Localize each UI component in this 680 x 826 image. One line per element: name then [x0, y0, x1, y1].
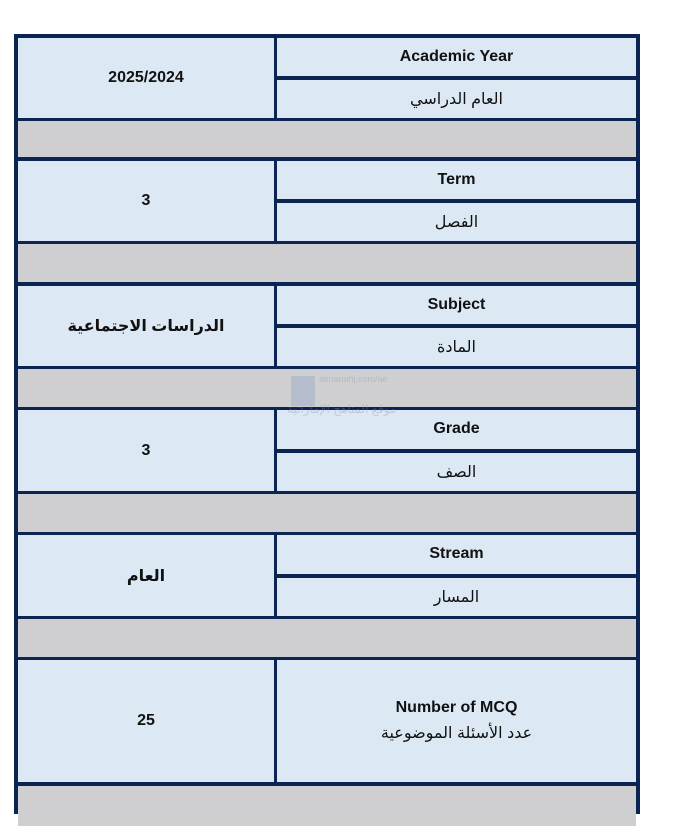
stream-label-en: Stream [277, 535, 636, 574]
term-label-en: Term [277, 161, 636, 199]
exam-info-table [14, 34, 640, 814]
separator-row [18, 786, 636, 826]
grade-value: 3 [18, 410, 274, 491]
grade-label-en: Grade [277, 410, 636, 449]
mcq-label-ar: عدد الأسئلة الموضوعية [380, 725, 533, 742]
watermark-text: موقع المناهج الإماراتية [287, 402, 397, 416]
academic-year-value: 2025/2024 [18, 38, 274, 118]
subject-label-en: Subject [277, 286, 636, 324]
row-term [18, 161, 636, 241]
row-grade [18, 410, 636, 491]
separator-row [18, 494, 636, 532]
separator-row [18, 369, 636, 407]
grade-label-ar: الصف [277, 453, 636, 492]
separator-row [18, 244, 636, 282]
row-subject [18, 286, 636, 366]
stream-label-ar: المسار [277, 578, 636, 617]
mcq-value: 25 [18, 660, 274, 782]
academic-year-label-en: Academic Year [277, 38, 636, 76]
mcq-label-en: Number of MCQ [395, 699, 518, 716]
separator-row [18, 121, 636, 157]
row-stream [18, 535, 636, 616]
term-value: 3 [18, 161, 274, 241]
subject-value: الدراسات الاجتماعية [18, 286, 274, 366]
row-mcq [18, 660, 636, 782]
mcq-label [277, 660, 636, 782]
row-academic-year [18, 38, 636, 118]
stream-value: العام [18, 535, 274, 616]
separator-row [18, 619, 636, 657]
term-label-ar: الفصل [277, 203, 636, 241]
watermark-url: almanahj.com/ae [319, 374, 388, 384]
subject-label-ar: المادة [277, 328, 636, 366]
academic-year-label-ar: العام الدراسي [277, 80, 636, 118]
